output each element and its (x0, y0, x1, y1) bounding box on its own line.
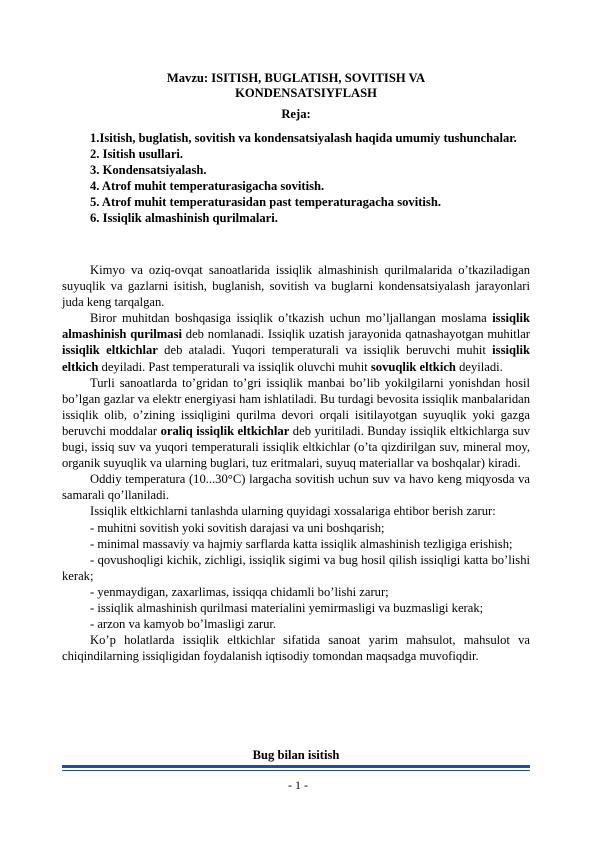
document-title (62, 71, 530, 101)
plan-item: 2. Isitish usullari. (90, 147, 184, 162)
plan-heading: Reja: (281, 107, 311, 121)
section-subheading: Bug bilan isitish (252, 748, 340, 762)
footer-rule-thick (62, 765, 530, 768)
text-run: Turli sanoatlarda to’gridan to’gri issiqlik manbai bo’lib yokilgilarni yonishdan hosil bo’lgan gazlar va elektr energiyasi ham ishlatiladi. Bu turdagi bevosita issiqlik manbalaridan issiqlik olib, o’zining issiqligini qurilma devori orqali isitilayotgan suyuqlik yoki gazga beruvchi moddalar (62, 375, 530, 438)
plan-item: 1.Isitish, buglatish, sovitish va kondensatsiyalash haqida umumiy tushunchalar. (90, 131, 517, 145)
term-bold: issiqlik eltkichlar (62, 343, 158, 358)
text-run: deyiladi. (455, 359, 503, 374)
list-item: - muhitni sovitish yoki sovitish darajasi va uni boshqarish; (90, 520, 385, 535)
footer-rule-thin (62, 770, 530, 771)
list-item: - qovushoqligi kichik, zichligi, issiqlik sigimi va bug hosil qilish issiqligi katta bo’lishi kerak; (62, 552, 530, 583)
title-line-1: Mavzu: ISITISH, BUGLATISH, SOVITISH VA (166, 71, 426, 85)
text-run: deb ataladi. Yuqori temperaturali va issiqlik beruvchi muhit (157, 343, 493, 358)
paragraph: Oddiy temperatura (10...30°C) largacha sovitish uchun suv va havo keng miqyosda va samarali qo’llaniladi. (62, 472, 530, 503)
paragraph: Issiqlik eltkichlarni tanlashda ularning quyidagi xossalariga ehtibor berish zarur: (90, 504, 496, 519)
term-bold: issiqlik almashinish qurilmasi (62, 311, 530, 342)
list-item: - arzon va kamyob bo’lmasligi zarur. (90, 617, 277, 632)
paragraph: Kimyo va oziq-ovqat sanoatlarida issiqlik almashinish qurilmalarida o’tkaziladigan suyuqlik va gazlarni isitish, buglanish, sovitish va buglarni kondensatsiyalash jarayonlari juda keng tarqalgan. (62, 263, 530, 310)
paragraph (62, 310, 530, 374)
body-text (62, 262, 530, 664)
term-bold: sovuqlik eltkich (370, 359, 456, 374)
plan-item: 6. Issiqlik almashinish qurilmalari. (90, 211, 278, 226)
plan-item: 4. Atrof muhit temperaturasigacha sovitish. (90, 179, 325, 194)
title-line-2: KONDENSATSIYFLASH (235, 86, 377, 100)
list-item: - minimal massaviy va hajmiy sarflarda katta issiqlik almashinish tezligiga erishish; (90, 536, 513, 551)
term-bold: oraliq issiqlik eltkichlar (160, 423, 290, 438)
text-run: deb nomlanadi. Issiqlik uzatish jarayonida qatnashayotgan muhitlar (181, 327, 530, 342)
plan-list (62, 130, 530, 227)
paragraph (62, 375, 530, 472)
plan-item: 3. Kondensatsiyalash. (90, 163, 207, 178)
list-item: - yenmaydigan, zaxarlimas, issiqqa chidamli bo’lishi zarur; (90, 584, 389, 599)
paragraph: Ko’p holatlarda issiqlik eltkichlar sifatida sanoat yarim mahsulot, mahsulot va chiqindilarning issiqligidan foydalanish iqtisodiy tomondan maqsadga muvofiqdir. (62, 633, 530, 664)
text-run: deyiladi. Past temperaturali va issiqlik oluvchi muhit (98, 359, 371, 374)
page-number: - 1 - (288, 778, 308, 792)
text-run: deb yuritiladi. Bunday issiqlik eltkichlarga suv bugi, issiq suv va yuqori temperaturali issiqlik eltkichlar (o’ta qizdirilgan suv, mineral moy, organik suyuqlik va ularning buglari, tuz eritmalari, suyuq materiallar va boshqalar) kiradi. (62, 423, 531, 471)
plan-item: 5. Atrof muhit temperaturasidan past temperaturagacha sovitish. (90, 195, 441, 210)
term-bold: issiqlik eltkich (62, 343, 530, 374)
list-item: - issiqlik almashinish qurilmasi materialini yemirmasligi va buzmasligi kerak; (90, 600, 484, 615)
text-run: Biror muhitdan boshqasiga issiqlik o’tkazish uchun mo’ljallangan moslama (90, 311, 493, 326)
